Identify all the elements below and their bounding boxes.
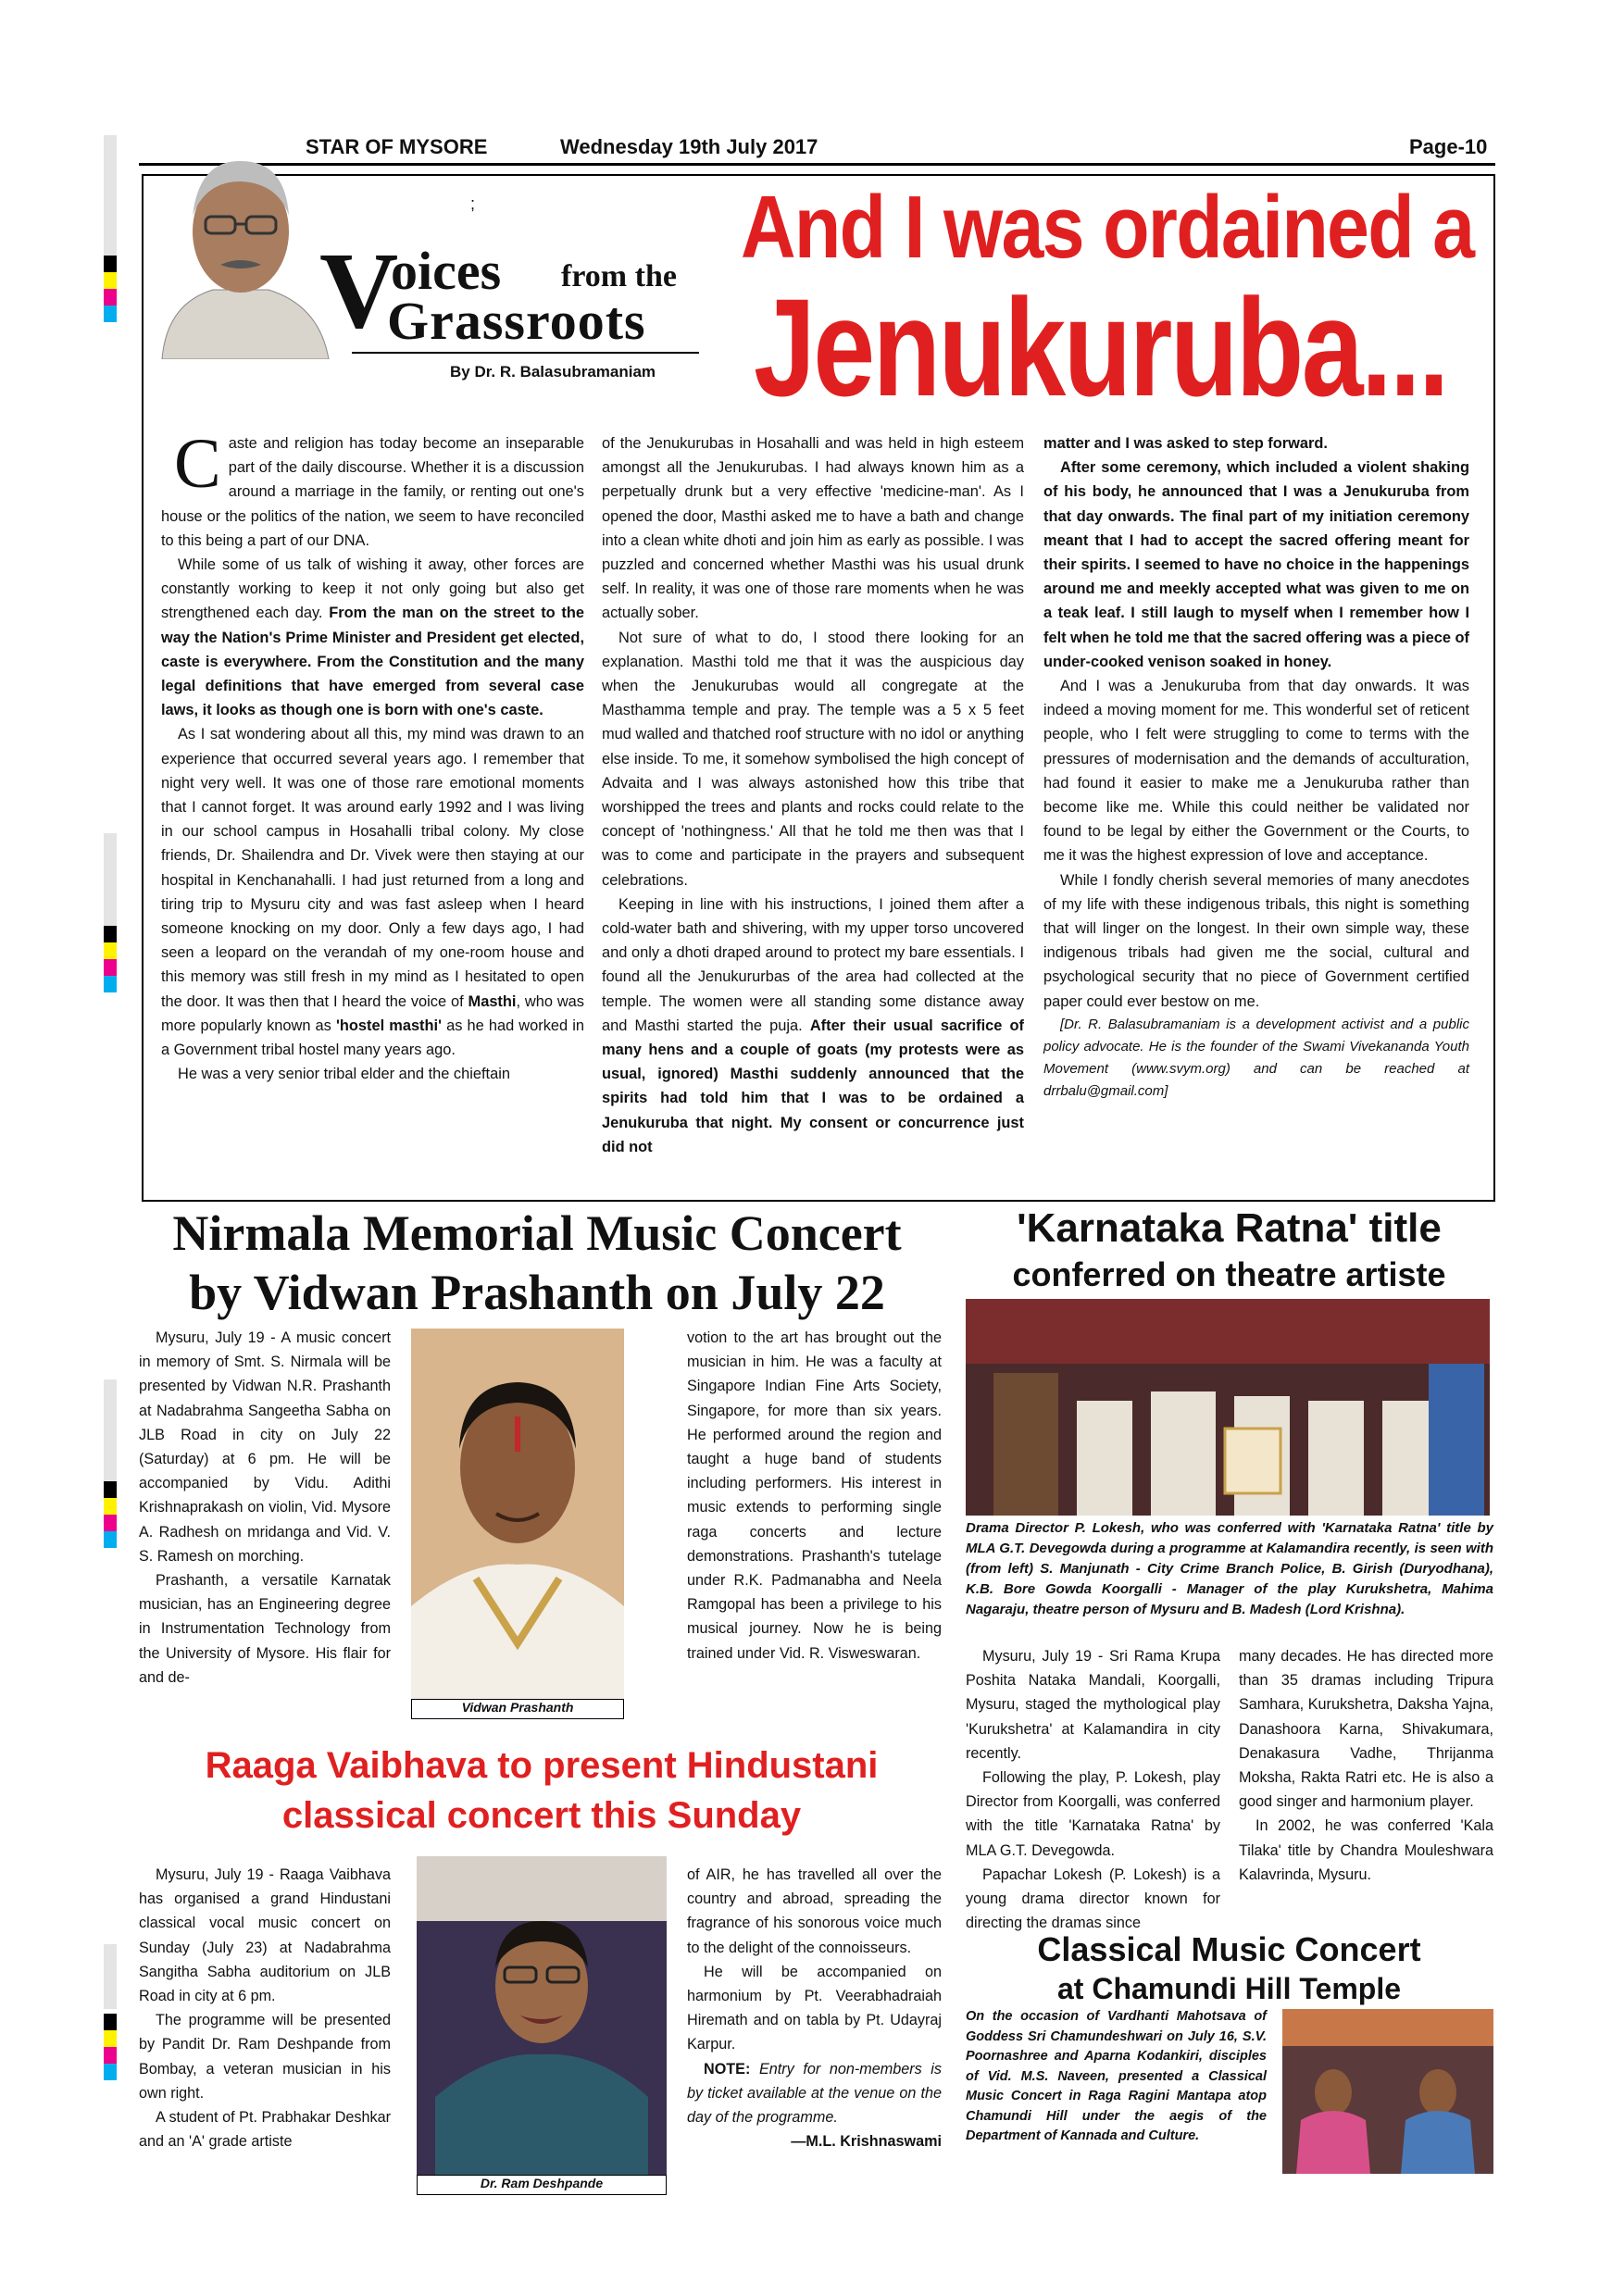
column-logo-oices: oices	[391, 241, 502, 301]
article-col-3	[1043, 431, 1469, 1103]
note-label: NOTE:	[704, 2060, 751, 2078]
classical-headline	[963, 1930, 1495, 2008]
nirmala-headline-1: Nirmala Memorial Music Concert	[172, 1205, 902, 1261]
deshpande-caption: Dr. Ram Deshpande	[417, 2175, 667, 2195]
karnataka-caption: Drama Director P. Lokesh, who was conferred with 'Karnataka Ratna' title by MLA G.T. Devegowda during a programme at Kalamandira recently, is seen with (from left) S. Manjunath - City Crime Branch Police, B. Girish (Duryodhana), K.B. Bore Gowda Koorgalli - Manager of the play Kurukshetra, Mahima Nagaraju, theatre person of Mysuru and B. Madesh (Lord Krishna).	[966, 1520, 1493, 1617]
paragraph: A student of Pt. Prabhakar Deshkar and an 'A' grade artiste	[139, 2109, 391, 2151]
paragraph-bold: After their usual sacrifice of many hens and a couple of goats (my protests were as usual, ignored) Masthi suddenly announced that the spirits had told him that I was to be ordained a Jenukuruba that night. My consent or concurrence just did not	[602, 1017, 1024, 1155]
registration-colors	[104, 1481, 117, 1548]
paragraph-bold: From the man on the street to the way the Nation's Prime Minister and President get elected, caste is everywhere. From the Constitution and the many legal definitions that have emerged from several case laws, it looks as though one is born with one's caste.	[161, 605, 584, 719]
raaga-col-2	[687, 1863, 942, 2153]
registration-colors	[104, 2014, 117, 2080]
masthead-rule	[139, 163, 1495, 166]
paragraph-bold: After some ceremony, which included a violent shaking of his body, he announced that I was a Jenukuruba from that day onwards. The final part of my initiation ceremony meant that I had to accept the sacred offering meant for their spirits. I seemed to have no choice in the happenings around me and meekly accepted what was given to me on a teak leaf. I still laugh to myself when I remember how I felt when he told me that the sacred offering was a piece of under-cooked venison soaked in honey.	[1043, 459, 1469, 670]
column-logo-v: V	[319, 230, 399, 351]
paragraph-bold: matter and I was asked to step forward.	[1043, 435, 1328, 452]
paragraph: The programme will be presented by Pandit Dr. Ram Deshpande from Bombay, a veteran musician in his own right.	[139, 2012, 391, 2102]
classical-headline-1: Classical Music Concert	[1037, 1930, 1421, 1968]
classical-caption: On the occasion of Vardhanti Mahotsava of Goddess Sri Chamundeshwari on July 16, S.V. Poornashree and Aparna Kodankiri, disciples of Vid. M.S. Naveen, presented a Classical Music Concert in Raga Ragini Mantapa atop Chamundi Hill under the aegis of the Department of Kannada and Culture.	[966, 2009, 1267, 2143]
column-logo-grassroots: Grassroots	[387, 291, 646, 351]
paragraph: And I was a Jenukuruba from that day onwards. It was indeed a moving moment for me. This wonderful set of reticent people, who I felt were struggling to come to terms with the pressures of modernisation and the demands of acculturation, had found it easier to make me a Jenukuruba rather than become like me. While this could neither be validated nor found to be legal by either the Government or the Courts, to me it was the highest expression of love and acceptance.	[1043, 678, 1469, 865]
registration-bar	[104, 135, 117, 256]
classical-photo	[1282, 2009, 1493, 2174]
paragraph: Keeping in line with his instructions, I joined them after a cold-water bath and shivering, with my upper torso uncovered and only a dhoti draped around to protect my bare essentials. I found all the Jenukururbas of the area had collected at the temple. The women were all standing some distance away and Masthi started the puja.	[602, 895, 1024, 1034]
karnataka-headline	[963, 1204, 1495, 1296]
columnist-portrait	[148, 128, 333, 359]
raaga-headline	[139, 1741, 944, 1841]
registration-bar	[104, 1379, 117, 1481]
column-logo-from: from the	[561, 259, 677, 293]
headline-line-2: Jenukuruba...	[754, 269, 1447, 425]
paragraph: aste and religion has today become an inseparable part of the daily discourse. Whether it is a discussion around a marriage in the family, or renting out one's house or the politics of the nation, we seem to have reconciled to this being a part of our DNA.	[161, 435, 584, 549]
raaga-col-1	[139, 1863, 391, 2153]
text-run: as he had worked in a Government tribal hostel many years ago.	[161, 1017, 584, 1059]
paragraph: In 2002, he was conferred 'Kala Tilaka' title by Chandra Mouleshwara Kalavrinda, Mysuru.	[1239, 1817, 1493, 1883]
nirmala-col-2	[687, 1326, 942, 1666]
article-col-1	[161, 425, 584, 1086]
article-col-2	[602, 431, 1024, 1159]
karnataka-headline-2: conferred on theatre artiste	[1012, 1255, 1446, 1293]
paragraph: Mysuru, July 19 - Raaga Vaibhava has organised a grand Hindustani classical vocal music concert on Sunday (July 23) at Nadabrahma Sangitha Sabha auditorium on JLB Road in city at 6 pm.	[139, 1866, 391, 2005]
bold-name: 'hostel masthi'	[335, 1017, 442, 1034]
raaga-headline-2: classical concert this Sunday	[281, 1795, 802, 1836]
paragraph: Following the play, P. Lokesh, play Director from Koorgalli, was conferred with the title 'Karnataka Ratna' by MLA G.T. Devegowda.	[966, 1769, 1220, 1859]
byline: By Dr. R. Balasubramaniam	[450, 363, 656, 381]
paragraph: Not sure of what to do, I stood there looking for an explanation. Masthi told me that it was the auspicious day when the Jenukurubas would all congregate at the Masthamma temple and pray. The temple was a 5 x 5 feet mud walled and thatched roof structure with no idol or anything else inside. To me, it somehow symbolised the high concept of Advaita and I was always astonished how this tribe that worshipped the trees and plants and rocks could relate to the concept of 'nothingness.' All that he told me then was that I was to come and participate in the prayers and subsequent celebrations.	[602, 629, 1024, 889]
stray-mark: ;	[470, 194, 476, 213]
karnataka-headline-1: 'Karnataka Ratna' title	[1017, 1205, 1442, 1251]
paragraph: Mysuru, July 19 - A music concert in memory of Smt. S. Nirmala will be presented by Vidwan N.R. Prashanth at Nadabrahma Sangeetha Sabha on JLB Road in city on July 22 (Saturday) at 6 pm. He will be accompanied by Vidu. Adithi Krishnaprakash on violin, Vid. Mysore A. Radhesh on mridanga and Vid. V. S. Ramesh on morching.	[139, 1329, 391, 1565]
prashanth-photo	[411, 1329, 624, 1699]
registration-colors	[104, 926, 117, 992]
nirmala-headline	[139, 1204, 935, 1322]
note-text: Entry for non-members is by ticket available at the venue on the day of the programme.	[687, 2060, 942, 2127]
logo-rule	[352, 352, 699, 354]
paragraph: He was a very senior tribal elder and the chieftain	[178, 1066, 510, 1083]
paragraph: As I sat wondering about all this, my mind was drawn to an experience that occurred several years ago. I remember that night very well. It was one of those rare emotional moments that I cannot forget. It was around early 1992 and I was living in our school campus in Hosahalli tribal colony. My close friends, Dr. Shailendra and Dr. Vivek were then staying at our hospital in Kenchanahalli. I had just returned from a long and tiring trip to Mysuru city and was fast asleep when I heard someone knocking on my door. Only a few days ago, I had seen a leopard on the verandah of my one-room house and this memory was still fresh in my mind as I hesitated to open the door. It was then that I heard the voice of	[161, 726, 584, 1010]
karnataka-col-1	[966, 1644, 1220, 1935]
raaga-headline-1: Raaga Vaibhava to present Hindustani	[205, 1745, 879, 1786]
registration-colors	[104, 256, 117, 322]
deshpande-photo	[417, 1856, 667, 2175]
prashanth-caption: Vidwan Prashanth	[411, 1699, 624, 1719]
bold-name: Masthi	[468, 992, 517, 1010]
paragraph: of AIR, he has travelled all over the country and abroad, spreading the fragrance of his sonorous voice much to the delight of the connoisseurs.	[687, 1866, 942, 1956]
signature: —M.L. Krishnaswami	[791, 2133, 942, 2151]
headline-line-1: And I was ordained a	[741, 178, 1474, 277]
text-run: , who was more popularly known as	[161, 992, 584, 1034]
classical-headline-2: at Chamundi Hill Temple	[1057, 1972, 1401, 2005]
paper-name: STAR OF MYSORE	[306, 135, 488, 158]
registration-bar	[104, 1944, 117, 2009]
karnataka-col-2	[1239, 1644, 1493, 1887]
paragraph: Mysuru, July 19 - Sri Rama Krupa Poshita Nataka Mandali, Koorgalli, Mysuru, staged the mythological play 'Kurukshetra' at Kalamandira in city recently.	[966, 1648, 1220, 1762]
paragraph: Prashanth, a versatile Karnatak musician, has an Engineering degree in Instrumentation Technology from the University of Mysore. His flair for and de-	[139, 1572, 391, 1686]
paragraph: Papachar Lokesh (P. Lokesh) is a young drama director known for directing the dramas since	[966, 1866, 1220, 1932]
issue-date: Wednesday 19th July 2017	[560, 135, 818, 158]
paragraph: many decades. He has directed more than 35 dramas including Tripura Samhara, Kurukshetra, Daksha Yajna, Danashoora Karna, Shivakumara, Denakasura Vadhe, Thrijanma Moksha, Rakta Ratri etc. He is also a good singer and harmonium player.	[1239, 1648, 1493, 1811]
paragraph: votion to the art has brought out the musician in him. He was a faculty at Singapore Indian Fine Arts Society, Singapore, for more than six years. He performed around the region and taught a huge band of students including performers. His interest in music extends to performing single raga concerts and lecture demonstrations. Prashanth's tutelage under R.K. Padmanabha and Neela Ramgopal has been a privilege to his musical journey. Now he is being trained under Vid. R. Visweswaran.	[687, 1329, 942, 1662]
nirmala-headline-2: by Vidwan Prashanth on July 22	[189, 1265, 885, 1320]
nirmala-col-1	[139, 1326, 391, 1690]
paragraph: of the Jenukurubas in Hosahalli and was held in high esteem amongst all the Jenukurubas. I had always known him as a perpetually drunk but a very effective 'medicine-man'. As I opened the door, Masthi asked me to have a bath and change into a clean white dhoti and join him as early as possible. I was puzzled and concerned whether Masthi was his usual drunk self. In reality, it was one of those rare moments when he was actually sober.	[602, 435, 1024, 622]
karnataka-photo	[966, 1299, 1490, 1516]
page-number: Page-10	[1409, 135, 1488, 158]
author-note: [Dr. R. Balasubramaniam is a development activist and a public policy advocate. He is the founder of the Swami Vivekananda Youth Movement (www.svym.org) and can be reached at drrbalu@gmail.com]	[1043, 1016, 1469, 1099]
paragraph: He will be accompanied on harmonium by Pt. Veerabhadraiah Hiremath and on tabla by Pt. Udayraj Karpur.	[687, 1963, 942, 2053]
paragraph: While some of us talk of wishing it away, other forces are constantly working to keep it not only going but also get strengthened each day.	[161, 556, 584, 622]
drop-cap: C	[174, 425, 221, 503]
paragraph: While I fondly cherish several memories of many anecdotes of my life with these indigenous tribals, this night is something that will linger on the longest. In their own simple way, these indigenous tribals had given me the social, cultural and psychological security that no piece of Government certified paper could ever bestow on me.	[1043, 871, 1469, 1010]
registration-bar	[104, 833, 117, 926]
